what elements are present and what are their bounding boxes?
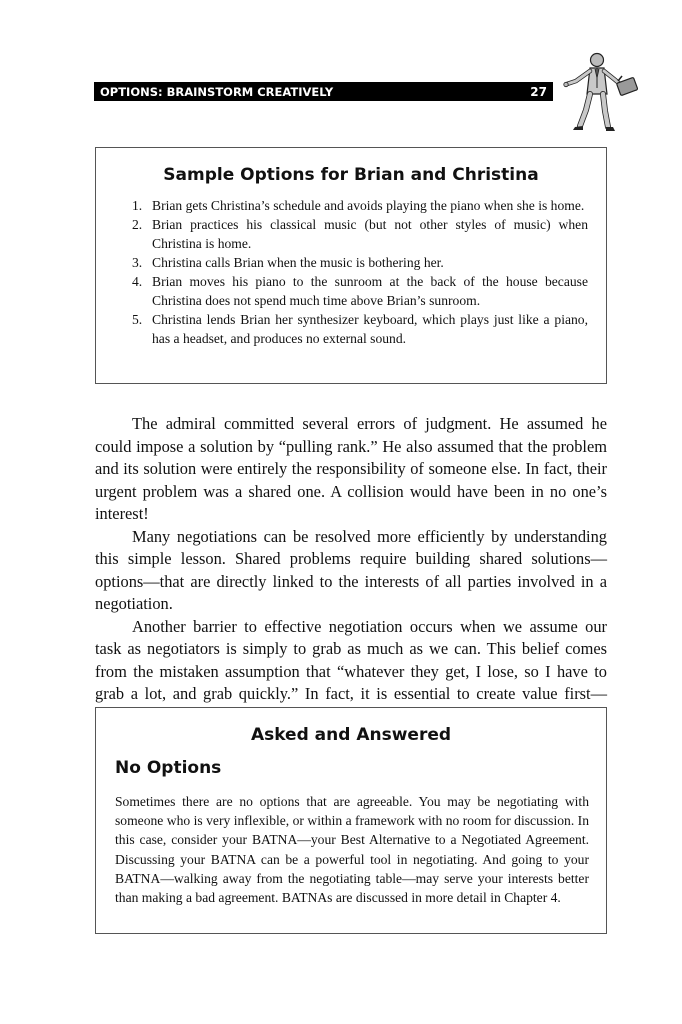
section-title: OPTIONS: BRAINSTORM CREATIVELY	[100, 84, 334, 99]
list-item: 1. Brian gets Christina’s schedule and avoids playing the piano when she is home.	[132, 198, 585, 213]
options-list	[116, 196, 588, 348]
no-options-subheading: No Options	[115, 758, 222, 778]
paragraph: Another barrier to effective negotiation occurs when we assume our task as negotiators is simply to grab as much as we can. This belief comes from the mistaken assumption that “whatever they get, I lose, so I have to grab a lot, and grab quickly.” In fact, it is essential to create value first—	[95, 616, 607, 703]
body-text	[95, 413, 607, 706]
sample-options-box	[95, 147, 607, 384]
paragraph: Many negotiations can be resolved more efficiently by understanding this simple lesson. Shared problems require building shared solutions—options—that are directly linked to the interests of all parties involved in a negotiation.	[95, 526, 607, 613]
list-item: 3. Christina calls Brian when the music is bothering her.	[132, 255, 444, 270]
page-number: 27	[530, 84, 547, 99]
list-item: 2. Brian practices his classical music (but not other styles of music) when Christina is home.	[132, 217, 588, 251]
asked-answered-title: Asked and Answered	[250, 725, 452, 745]
businessman-walking-icon	[556, 48, 640, 134]
list-item: 4. Brian moves his piano to the sunroom at the back of the house because Christina does not spend much time above Brian’s sunroom.	[132, 274, 588, 308]
running-header	[94, 82, 553, 101]
asked-answered-text: Sometimes there are no options that are agreeable. You may be negotiating with someone who is very inflexible, or within a framework with no room for discussion. In this case, consider your BATNA—your Best Alternative to a Negotiated Agreement. Discussing your BATNA can be a powerful tool in negotiating. And going to your BATNA—walking away from the negotiating table—may serve your interests better than making a bad agreement. BATNAs are discussed in more detail in Chapter 4.	[115, 794, 589, 906]
paragraph: The admiral committed several errors of judgment. He assumed he could impose a solution by “pulling rank.” He also assumed that the problem and its solution were entirely the responsibility of someone else. In fact, their urgent problem was a shared one. A collision would have been in no one’s interest!	[95, 414, 607, 523]
list-item: 5. Christina lends Brian her synthesizer keyboard, which plays just like a piano, has a headset, and produces no external sound.	[132, 312, 588, 346]
sample-options-title: Sample Options for Brian and Christina	[163, 165, 539, 185]
asked-answered-box	[95, 707, 607, 934]
